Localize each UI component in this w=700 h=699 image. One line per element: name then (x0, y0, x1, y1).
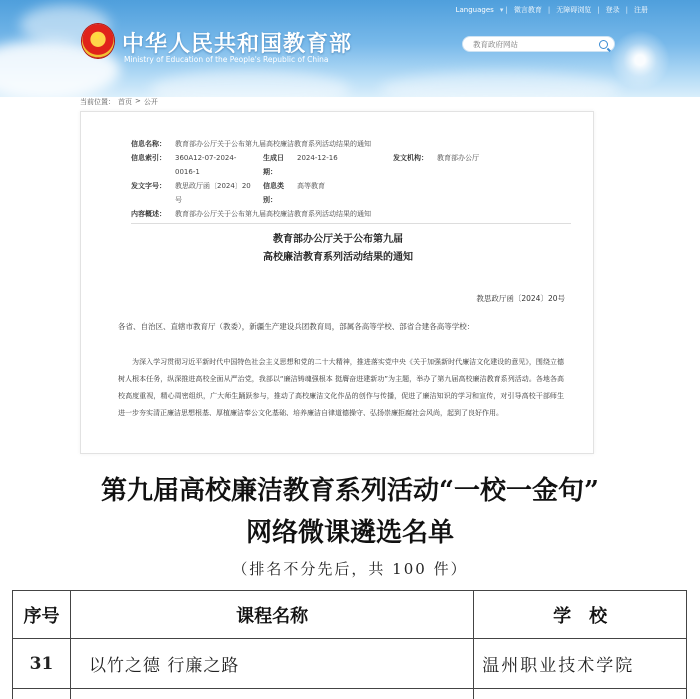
breadcrumb (80, 97, 158, 107)
winners-table (12, 590, 687, 699)
header-school: 学 校 (474, 591, 687, 639)
list-note: （排名不分先后，共 100 件） (232, 560, 468, 578)
document-paragraph: 为深入学习贯彻习近平新时代中国特色社会主义思想和党的二十大精神，推进落实党中央《关于加强新时代廉洁文化建设的意见》，围绕立德树人根本任务，纵深推进高校全面从严治党，我部以“廉洁铸魂强根本 挺膺奋进建新功”为主题，举办了第九届高校廉洁教育系列活动。各地各高校高度重视，精心周密组织，广大师生踊跃参与，推动了高校廉洁文化作品的创作与传播，促进了廉洁知识的学习和宣传，对引导高校干部师生进一步夯实清正廉洁思想根基、厚植廉洁奉公文化基础、培养廉洁自律道德操守、弘扬崇廉拒腐社会风尚，起到了良好作用。 (118, 358, 564, 417)
cloud-decoration (380, 72, 620, 97)
site-subtitle: Ministry of Education of the People's Republic of China (124, 55, 329, 64)
meta-label: 信息索引： (131, 154, 166, 162)
meta-summary: 教育部办公厅关于公布第九届高校廉洁教育系列活动结果的通知 (175, 210, 371, 218)
breadcrumb-prefix: 当前位置： (80, 98, 115, 106)
list-title-line1: 第九届高校廉洁教育系列活动“一校一金句” (101, 476, 599, 506)
meta-row (131, 207, 571, 221)
breadcrumb-separator: > (135, 97, 141, 105)
row-cell (474, 689, 687, 699)
nav-separator: | (547, 6, 551, 14)
meta-label: 生成日期： (263, 154, 284, 176)
document-title-line1: 教育部办公厅关于公布第九届 (273, 234, 403, 245)
search-icon[interactable] (599, 40, 608, 49)
cloud-decoration (150, 70, 350, 97)
meta-issuer: 教育部办公厅 (437, 154, 479, 162)
breadcrumb-public[interactable]: 公开 (143, 98, 158, 106)
document-number: 教思政厅函〔2024〕20号 (476, 294, 565, 303)
nav-separator: | (597, 6, 600, 14)
list-title-line2: 网络微课遴选名单 (245, 518, 454, 548)
meta-generated: 2024-12-16 (297, 154, 338, 162)
meta-row (131, 151, 571, 179)
row-number: 31 (13, 639, 71, 689)
table-row (13, 639, 687, 689)
site-header (0, 0, 700, 97)
national-emblem-icon[interactable]: ★ (82, 24, 114, 58)
breadcrumb-home[interactable]: 首页 (118, 98, 132, 106)
table-row-partial (13, 689, 687, 699)
search-input[interactable] (473, 40, 593, 49)
meta-category: 高等教育 (297, 182, 325, 190)
document-card (80, 111, 594, 454)
header-course: 课程名称 (70, 591, 473, 639)
languages-link[interactable]: Languages (455, 6, 494, 14)
nav-separator: | (625, 6, 628, 14)
row-course: 以竹之德 行廉之路 (70, 639, 473, 689)
accessibility-link[interactable]: 无障碍浏览 (556, 6, 592, 14)
meta-info-name: 教育部办公厅关于公布第九届高校廉洁教育系列活动结果的通知 (175, 140, 371, 148)
register-link[interactable]: 注册 (634, 6, 648, 14)
table-header-row (13, 591, 687, 639)
document-title-line2: 高校廉洁教育系列活动结果的通知 (263, 252, 413, 263)
document-addressee: 各省、自治区、直辖市教育厅（教委），新疆生产建设兵团教育局，部属各高等学校、部省合建各高等学校： (118, 322, 475, 331)
nav-separator: ▾ | (499, 6, 508, 14)
meta-label: 发文字号： (131, 182, 166, 190)
search-box[interactable] (462, 36, 615, 52)
document-metadata (131, 137, 571, 224)
meta-label: 信息类别： (263, 182, 284, 204)
meta-label: 发文机构： (393, 154, 428, 162)
meta-label: 信息名称： (131, 140, 166, 148)
meta-divider (131, 223, 571, 224)
meta-row (131, 179, 571, 207)
meta-label: 内容概述： (131, 210, 166, 218)
login-link[interactable]: 登录 (605, 6, 620, 14)
site-title[interactable]: 中华人民共和国教育部 (122, 32, 353, 57)
dandelion-decoration (610, 30, 670, 90)
weiyan-link[interactable]: 微言教育 (513, 6, 542, 14)
row-cell (70, 689, 473, 699)
meta-index-no: 360A12-07-2024-0016-1 (175, 154, 237, 176)
row-school: 温州职业技术学院 (474, 639, 687, 689)
top-nav (456, 5, 648, 15)
meta-row (131, 137, 571, 151)
row-cell (13, 689, 71, 699)
header-number: 序号 (13, 591, 71, 639)
meta-doc-no: 教思政厅函〔2024〕20号 (175, 182, 251, 204)
